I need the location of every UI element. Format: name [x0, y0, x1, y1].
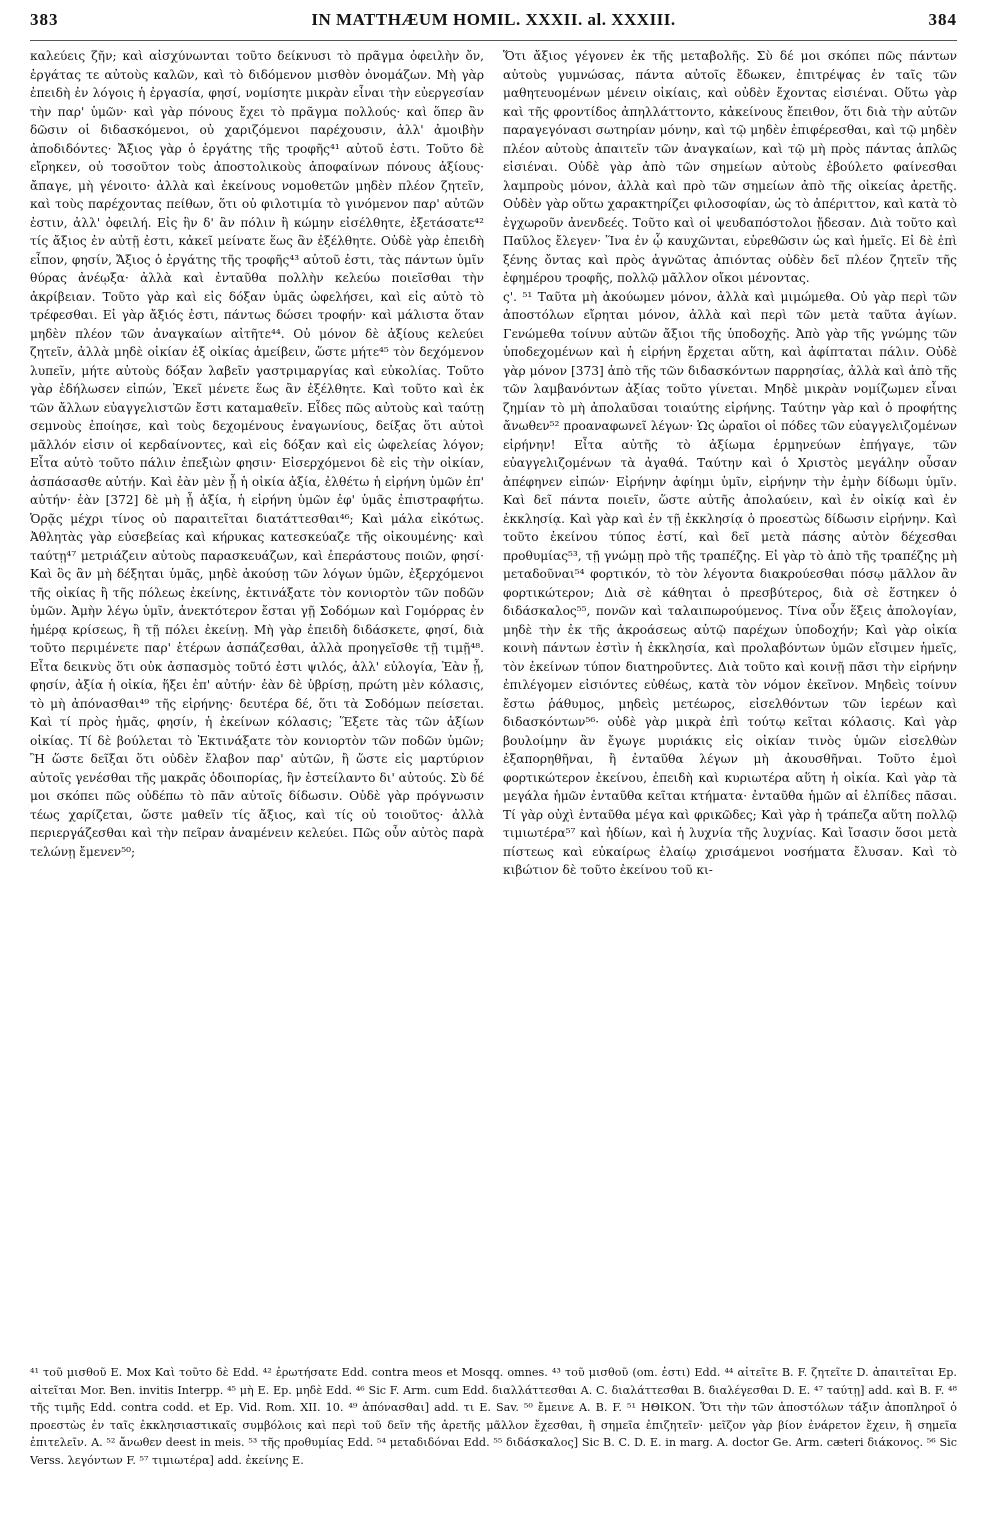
left-column-paragraph: καλεύεις ζῆν; καὶ αἰσχύνωνται τοῦτο δείκνυσι τὸ πρᾶγμα ὀφειλὴν ὄν, ἐργάτας τε αὐτοὺς καλῶν, καὶ τὸ διδόμενον μισθὸν ὀνομάζων. Μὴ γὰρ ἐπειδὴ ἐν λόγοις ἡ ἐργασία, φησί, νομίσητε μικρὰν εἶναι τὴν εὐεργεσίαν τὴν παρ' ὑμῶν· καὶ γὰρ πόνους ἔχει τὸ πρᾶγμα πολλούς· καὶ ὅπερ ἂν δῶσιν οἱ διδασκόμενοι, οὐ χαριζόμενοι παρέχουσιν, ἀλλ' ἀμοιβὴν ἀποδιδόντες· Ἄξιος γὰρ ὁ ἐργάτης τῆς τροφῆς⁴¹ αὐτοῦ ἐστι. Τοῦτο δὲ εἴρηκεν, οὐ τοσοῦτον τοὺς ἀποστολικοὺς ἀποφαίνων πόνους ἀξίους· ἄπαγε, μὴ γένοιτο· ἀλλὰ καὶ ἐκείνους νομοθετῶν μηδὲν πλέον ζητεῖν, καὶ τοὺς παρέχοντας πείθων, ὅτι οὐ φιλοτιμία τὸ γινόμενον παρ' αὐτῶν ἐστιν, ἀλλ' ὀφειλή. Εἰς ἣν δ' ἂν πόλιν ἢ κώμην εἰσέλθητε, ἐξετάσατε⁴² τίς ἄξιος ἐν αὐτῇ ἐστι, κἀκεῖ μείνατε ἕως ἂν ἐξέλθητε. Οὐδὲ γὰρ ἐπειδὴ εἶπον, φησίν, Ἄξιος ὁ ἐργάτης τῆς τροφῆς⁴³ αὐτοῦ ἐστι, τὰς πάντων ὑμῖν θύρας ἀνέῳξα· ἀλλὰ καὶ ἐνταῦθα πολλὴν κελεύω ποιεῖσθαι τὴν ἀκρίβειαν. Τοῦτο γὰρ καὶ εἰς δόξαν ὑμᾶς ὠφελήσει, καὶ εἰς αὐτὸ τὸ τρέφεσθαι. Εἰ γὰρ ἄξιός ἐστι, πάντως δώσει τροφήν· καὶ μάλιστα ὅταν μηδὲν πλέον τῶν ἀναγκαίων αἰτῆτε⁴⁴. Οὐ μόνον δὲ ἀξίους κελεύει ζητεῖν, ἀλλὰ μηδὲ οἰκίαν ἐξ οἰκίας ἀμείβειν, ὥστε μήτε⁴⁵ τὸν δεχόμενον λυπεῖν, μήτε αὐτοὺς δόξαν λαβεῖν γαστριμαργίας καὶ εὐκολίας. Τοῦτο γὰρ ἐδήλωσεν εἰπών, Ἐκεῖ μένετε ἕως ἂν ἐξέλθητε. Καὶ τοῦτο καὶ ἐκ τῶν ἄλλων εὐαγγελιστῶν ἔστι καταμαθεῖν. Εἶδες πῶς αὐτοὺς καὶ ταύτῃ σεμνοὺς ἐποίησε, καὶ τοὺς δεχομένους ἐναγωνίους, δείξας ὅτι αὐτοὶ μᾶλλόν εἰσιν οἱ κερδαίνοντες, καὶ εἰς δόξαν καὶ εἰς ὠφελείας λόγον; Εἶτα αὐτὸ τοῦτο πάλιν ἐπεξιὼν φησιν· Εἰσερχόμενοι δὲ εἰς τὴν οἰκίαν, ἀσπάσασθε αὐτήν. Καὶ ἐὰν μὲν ᾖ ἡ οἰκία ἀξία, ἐλθέτω ἡ εἰρήνη ὑμῶν ἐπ' αὐτήν· ἐὰν [372] δὲ μὴ ᾖ ἀξία, ἡ εἰρήνη ὑμῶν ἐφ' ὑμᾶς ἐπιστραφήτω. Ὁρᾷς μέχρι τίνος οὐ παραιτεῖται διατάττεσθαι⁴⁶; Καὶ μάλα εἰκότως. Ἀθλητὰς γὰρ εὐσεβείας καὶ κήρυκας κατεσκεύαζε τῆς οἰκουμένης· καὶ ταύτῃ⁴⁷ μετριάζειν αὐτοὺς παρασκευάζων, καὶ ἐπεράστους ποιῶν, φησί· Καὶ ὃς ἂν μὴ δέξηται ὑμᾶς, μηδὲ ἀκούσῃ τῶν λόγων ὑμῶν, ἐξερχόμενοι τῆς οἰκίας ἢ τῆς πόλεως ἐκείνης, ἐκτινάξατε τὸν κονιορτὸν τῶν ποδῶν ὑμῶν. Ἀμὴν λέγω ὑμῖν, ἀνεκτότερον ἔσται γῇ Σοδόμων καὶ Γομόρρας ἐν ἡμέρᾳ κρίσεως, ἢ τῇ πόλει ἐκείνῃ. Μὴ γὰρ ἐπειδὴ διδάσκετε, φησί, διὰ τοῦτο περιμένετε παρ' ἑτέρων ἀσπάζεσθαι, ἀλλὰ προηγεῖσθε τῇ τιμῇ⁴⁸. Εἶτα δεικνὺς ὅτι οὐκ ἀσπασμὸς τοῦτό ἐστι ψιλός, ἀλλ' εὐλογία, Ἐὰν ᾖ, φησίν, ἀξία ἡ οἰκία, ἥξει ἐπ' αὐτήν· ἐὰν δὲ ὑβρίσῃ, πρώτη μὲν κόλασις, τὸ μὴ ἀπόνασθαι⁴⁹ τῆς εἰρήνης· δευτέρα δέ, ὅτι τὰ Σοδόμων πείσεται. Καὶ τί πρὸς ἡμᾶς, φησίν, ἡ ἐκείνων κόλασις; Ἕξετε τὰς τῶν ἀξίων οἰκίας. Τί δὲ βούλεται τὸ Ἐκτινάξατε τὸν κονιορτὸν τῶν ποδῶν ὑμῶν; Ἢ ὥστε δεῖξαι ὅτι οὐδὲν ἔλαβον παρ' αὐτῶν, ἢ ὥστε εἰς μαρτύριον αὐτοῖς γενέσθαι τῆς μακρᾶς ὁδοιπορίας, ἣν ἐστείλαντο δι' αὐτούς. Σὺ δέ μοι σκόπει πῶς οὐδέπω τὸ πᾶν αὐτοῖς δίδωσιν. Οὐδὲ γὰρ πρόγνωσιν τέως χαρίζεται, ὥστε μαθεῖν τίς ἄξιος, καὶ τίς οὐ τοιοῦτος· ἀλλὰ περιεργάζεσθαι καὶ τὴν πεῖραν ἀναμένειν κελεύει. Πῶς οὖν αὐτὸς παρὰ τελώνῃ ἔμενεν⁵⁰; — [30, 49, 484, 859]
footnotes — [30, 1364, 957, 1534]
text-columns — [30, 47, 957, 1355]
right-column-paragraph: ς'. ⁵¹ Ταῦτα μὴ ἀκούωμεν μόνον, ἀλλὰ καὶ μιμώμεθα. Οὐ γὰρ περὶ τῶν ἀποστόλων εἴρηται μόνον, ἀλλὰ καὶ περὶ τῶν μετὰ ταῦτα ἁγίων. Γενώμεθα τοίνυν αὐτῶν ἄξιοι τῆς ὑποδοχῆς. Ἀπὸ γὰρ τῆς γνώμης τῶν ὑποδεχομένων καὶ ἡ εἰρήνη ἔρχεται αὕτη, καὶ ἀφίπταται πάλιν. Οὐδὲ γὰρ μόνον [373] ἀπὸ τῆς τῶν διδασκόντων παρρησίας, ἀλλὰ καὶ ἀπὸ τῆς τῶν λαμβανόντων ἀξίας τοῦτο γίνεται. Μηδὲ μικρὰν νομίζωμεν εἶναι ζημίαν τὸ μὴ ἀπολαῦσαι τοιαύτης εἰρήνης. Ταύτην γὰρ καὶ ὁ προφήτης ἄνωθεν⁵² προαναφωνεῖ λέγων· Ὡς ὡραῖοι οἱ πόδες τῶν εὐαγγελιζομένων εἰρήνην! Εἶτα αὐτῆς τὸ ἀξίωμα ἑρμηνεύων ἐπήγαγε, τῶν εὐαγγελιζομένων τὰ ἀγαθά. Ταύτην καὶ ὁ Χριστὸς μεγάλην οὖσαν ἀπέφηνεν εἰπών· Εἰρήνην ἀφίημι ὑμῖν, εἰρήνην τὴν ἐμὴν δίδωμι ὑμῖν. Καὶ δεῖ πάντα ποιεῖν, ὥστε αὐτῆς ἀπολαύειν, καὶ ἐν οἰκίᾳ καὶ ἐν ἐκκλησίᾳ. Καὶ γὰρ καὶ ἐν τῇ ἐκκλησίᾳ ὁ προεστὼς δίδωσιν εἰρήνην. Καὶ τοῦτο ἐκείνου τύπος ἐστί, καὶ δεῖ μετὰ πάσης αὐτὸν δέχεσθαι προθυμίας⁵³, τῇ γνώμῃ πρὸ τῆς τραπέζης. Εἰ γὰρ τὸ ἀπὸ τῆς τραπέζης μὴ μεταδοῦναι⁵⁴ φορτικόν, τὸ τὸν λέγοντα διακρούεσθαι πόσῳ μᾶλλον ἂν φορτικώτερον; Διὰ σὲ κάθηται ὁ πρεσβύτερος, διὰ σὲ ἕστηκεν ὁ διδάσκαλος⁵⁵, πονῶν καὶ ταλαιπωρούμενος. Τίνα οὖν ἕξεις ἀπολογίαν, μηδὲ τὴν ἐκ τῆς ἀκροάσεως αὐτῷ παρέχων ὑποδοχήν; Καὶ γὰρ οἰκία κοινὴ πάντων ἐστὶν ἡ ἐκκλησία, καὶ προλαβόντων ὑμῶν εἴσιμεν ἡμεῖς, τὸν ἐκείνων τύπον διατηροῦντες. Διὰ τοῦτο καὶ κοινῇ πᾶσι τὴν εἰρήνην ἐπιλέγομεν εἰσιόντες εὐθέως, κατὰ τὸν νόμον ἐκεῖνον. Μηδεὶς τοίνυν ἔστω ῥάθυμος, μηδεὶς μετέωρος, εἰσελθόντων τῶν ἱερέων καὶ διδασκόντων⁵⁶· οὐδὲ γὰρ μικρὰ ἐπὶ τούτῳ κεῖται κόλασις. Καὶ γὰρ βουλοίμην ἂν ἔγωγε μυριάκις εἰς οἰκίαν τινὸς ὑμῶν εἰσελθὼν ἐξαπορηθῆναι, ἢ ἐνταῦθα λέγων μὴ ἀκουσθῆναι. Τοῦτο ἐμοὶ φορτικώτερον ἐκείνου, ἐπειδὴ καὶ κυριωτέρα αὕτη ἡ οἰκία. Καὶ γὰρ τὰ μεγάλα ἡμῶν ἐνταῦθα κεῖται κτήματα· ἐνταῦθα ἡμῶν αἱ ἐλπίδες πᾶσαι. Τί γὰρ οὐχὶ ἐνταῦθα μέγα καὶ φρικῶδες; Καὶ γὰρ ἡ τράπεζα αὕτη πολλῷ τιμιωτέρα⁵⁷ καὶ ἡδίων, καὶ ἡ λυχνία τῆς λυχνίας. Καὶ ἴσασιν ὅσοι μετὰ πίστεως καὶ εὐκαίρως ἐλαίῳ χρισάμενοι νοσήματα ἔλυσαν. Καὶ τὸ κιβώτιον δὲ τοῦτο ἐκείνου τοῦ κι- — [503, 289, 957, 877]
left-page-number: 383 — [30, 10, 59, 29]
right-page-number: 384 — [928, 10, 957, 29]
footnote-block: ⁴¹ τοῦ μισθοῦ E. Mox Καὶ τοῦτο δὲ Edd. ⁴² ἐρωτήσατε Edd. contra meos et Mosqq. omnes. ⁴³ τοῦ μισθοῦ (om. ἐστι) Edd. ⁴⁴ αἰτεῖτε B. F. ζητεῖτε D. ἀπαιτεῖται Ep. αἰτεῖται Mor. Ben. invitis Interpp. ⁴⁵ μὴ E. Ep. μηδὲ Edd. ⁴⁶ Sic F. Arm. cum Edd. διαλλάττεσθαι A. C. διαλάττεσθαι B. διαλέγεσθαι D. E. ⁴⁷ ταύτῃ] add. καὶ B. F. ⁴⁸ τῆς τιμῆς Edd. contra codd. et Ep. Vid. Rom. XII. 10. ⁴⁹ ἀπόνασθαι] add. τι E. Sav. ⁵⁰ ἔμεινε A. B. F. ⁵¹ ΗΘΙΚΟΝ. Ὅτι τὴν τῶν ἀποστόλων τάξιν ἀποπληροῖ ὁ προεστὼς ἐν ταῖς ἐκκλησιαστικαῖς συμβόλοις καὶ περὶ τοῦ δεῖν τῆς ἀρετῆς μᾶλλον ἔχεσθαι, ἢ σημεῖα ἐπιζητεῖν· μεῖζον γὰρ βίον ἐνάρετον ἔχειν, ἢ σημεῖα ἐπιτελεῖν. A. ⁵² ἄνωθεν deest in meis. ⁵³ τῆς προθυμίας Edd. ⁵⁴ μεταδιδόναι Edd. ⁵⁵ διδάσκαλος] Sic B. C. D. E. in marg. A. doctor Ge. Arm. cæteri διάκονος. ⁵⁶ Sic Verss. λεγόντων F. ⁵⁷ τιμιωτέρα] add. ἐκείνης E. — [30, 1366, 957, 1467]
running-title: IN MATTHÆUM HOMIL. XXXII. al. XXXIII. — [311, 10, 676, 29]
running-header — [30, 10, 957, 41]
left-column — [30, 47, 484, 1355]
right-column — [503, 47, 957, 1355]
right-column-paragraph: Ὅτι ἄξιος γέγονεν ἐκ τῆς μεταβολῆς. Σὺ δέ μοι σκόπει πῶς πάντων αὐτοὺς γυμνώσας, πάντα αὐτοῖς ἔδωκεν, ἐπιτρέψας ἐν ταῖς τῶν μαθητευομένων μένειν οἰκίαις, καὶ οὐδὲν ἔχοντας εἰσιέναι. Οὕτω γὰρ καὶ τῆς φροντίδος ἀπηλλάττοντο, κἀκείνους ἔπειθον, ὅτι διὰ τὴν αὐτῶν παραγεγόνασι σωτηρίαν μόνην, καὶ τῷ μηδὲν ἐπιφέρεσθαι, καὶ τῷ μηδὲν πλέον αὐτοὺς ἀπαιτεῖν τῶν ἀναγκαίων, καὶ τῷ μὴ πρὸς πάντας ἁπλῶς εἰσιέναι. Οὐδὲ γὰρ ἀπὸ τῶν σημείων αὐτοὺς ἐβούλετο φαίνεσθαι λαμπροὺς μόνον, ἀλλὰ καὶ πρὸ τῶν σημείων ἀπὸ τῆς οἰκείας ἀρετῆς. Οὐδὲν γὰρ οὕτω χαρακτηρίζει φιλοσοφίαν, ὡς τὸ ἀπέριττον, καὶ κατὰ τὸ ἐγχωροῦν ἀνενδεές. Τοῦτο καὶ οἱ ψευδαπόστολοι ᾔδεσαν. Διὰ τοῦτο καὶ Παῦλος ἔλεγεν· Ἵνα ἐν ᾧ καυχῶνται, εὑρεθῶσιν ὡς καὶ ἡμεῖς. Εἰ δὲ ἐπὶ ξένης ὄντας καὶ πρὸς ἀγνῶτας ἀπιόντας οὐδὲν δεῖ πλέον ζητεῖν τῆς ἐφημέρου τροφῆς, πολλῷ μᾶλλον οἴκοι μένοντας. — [503, 49, 957, 285]
